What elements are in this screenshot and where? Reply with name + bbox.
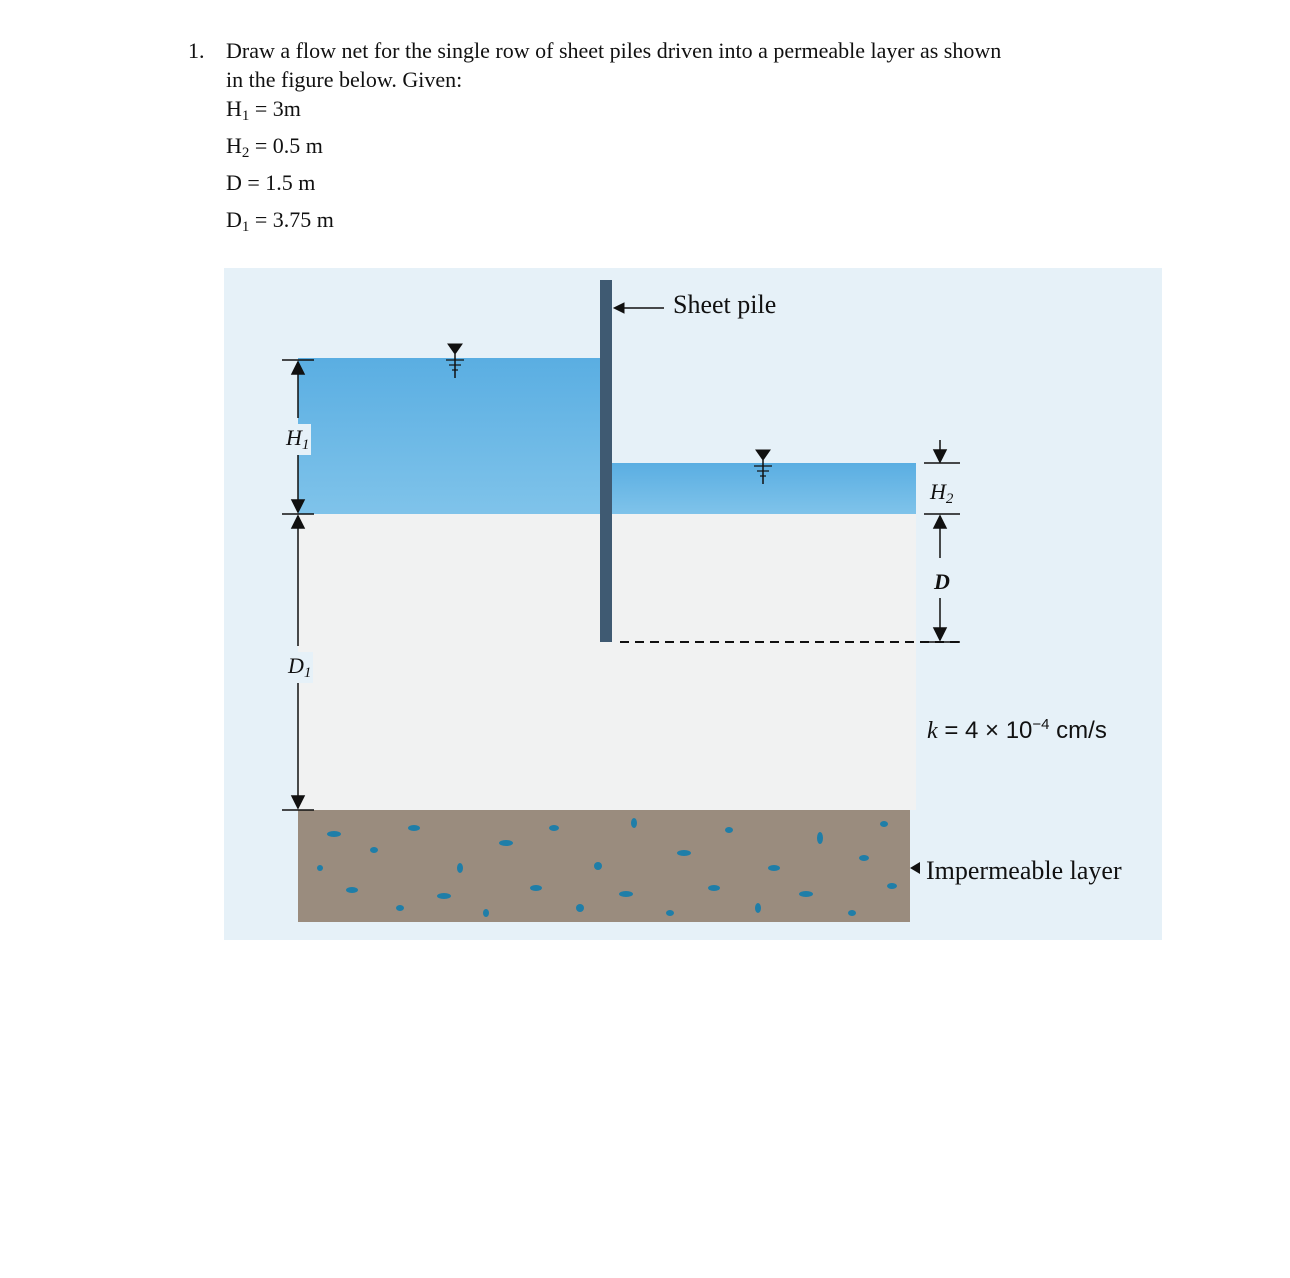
impermeable-layer-label: Impermeable layer bbox=[926, 856, 1122, 885]
given-h2: $H_2 = 0.5$ m bbox=[226, 133, 323, 161]
question-number: 1. bbox=[188, 38, 205, 63]
d-label: D bbox=[934, 569, 950, 594]
sheet-pile-arrow bbox=[614, 303, 664, 313]
given-values-list bbox=[226, 94, 1146, 242]
given-h1: $H_1 = 3m$ bbox=[226, 96, 301, 124]
upstream-water bbox=[298, 358, 600, 514]
d1-label: $D_1$ bbox=[288, 653, 312, 681]
impermeable-pointer bbox=[910, 862, 920, 874]
impermeable-layer bbox=[298, 810, 910, 922]
h2-d-dimension bbox=[924, 440, 960, 642]
question-text-line-2: in the figure below. Given: bbox=[226, 67, 463, 92]
sheet-pile-figure bbox=[224, 268, 1162, 940]
question-text-line-1: Draw a flow net for the single row of sheet piles driven into a permeable layer as shown bbox=[226, 38, 1002, 63]
sheet-pile bbox=[600, 280, 612, 642]
h2-label: $H_2$ bbox=[930, 479, 954, 507]
given-d1: $D_1 = 3.75$ m bbox=[226, 207, 334, 235]
figure-drawing bbox=[224, 268, 1162, 940]
permeability-label: $k = 4 \times 10^{-4}$ cm/s bbox=[927, 716, 1107, 744]
given-d: D = 1.5 m bbox=[226, 170, 316, 195]
h1-label: $H_1$ bbox=[286, 425, 310, 453]
question-body bbox=[226, 36, 1146, 242]
sheet-pile-label: Sheet pile bbox=[673, 290, 777, 319]
